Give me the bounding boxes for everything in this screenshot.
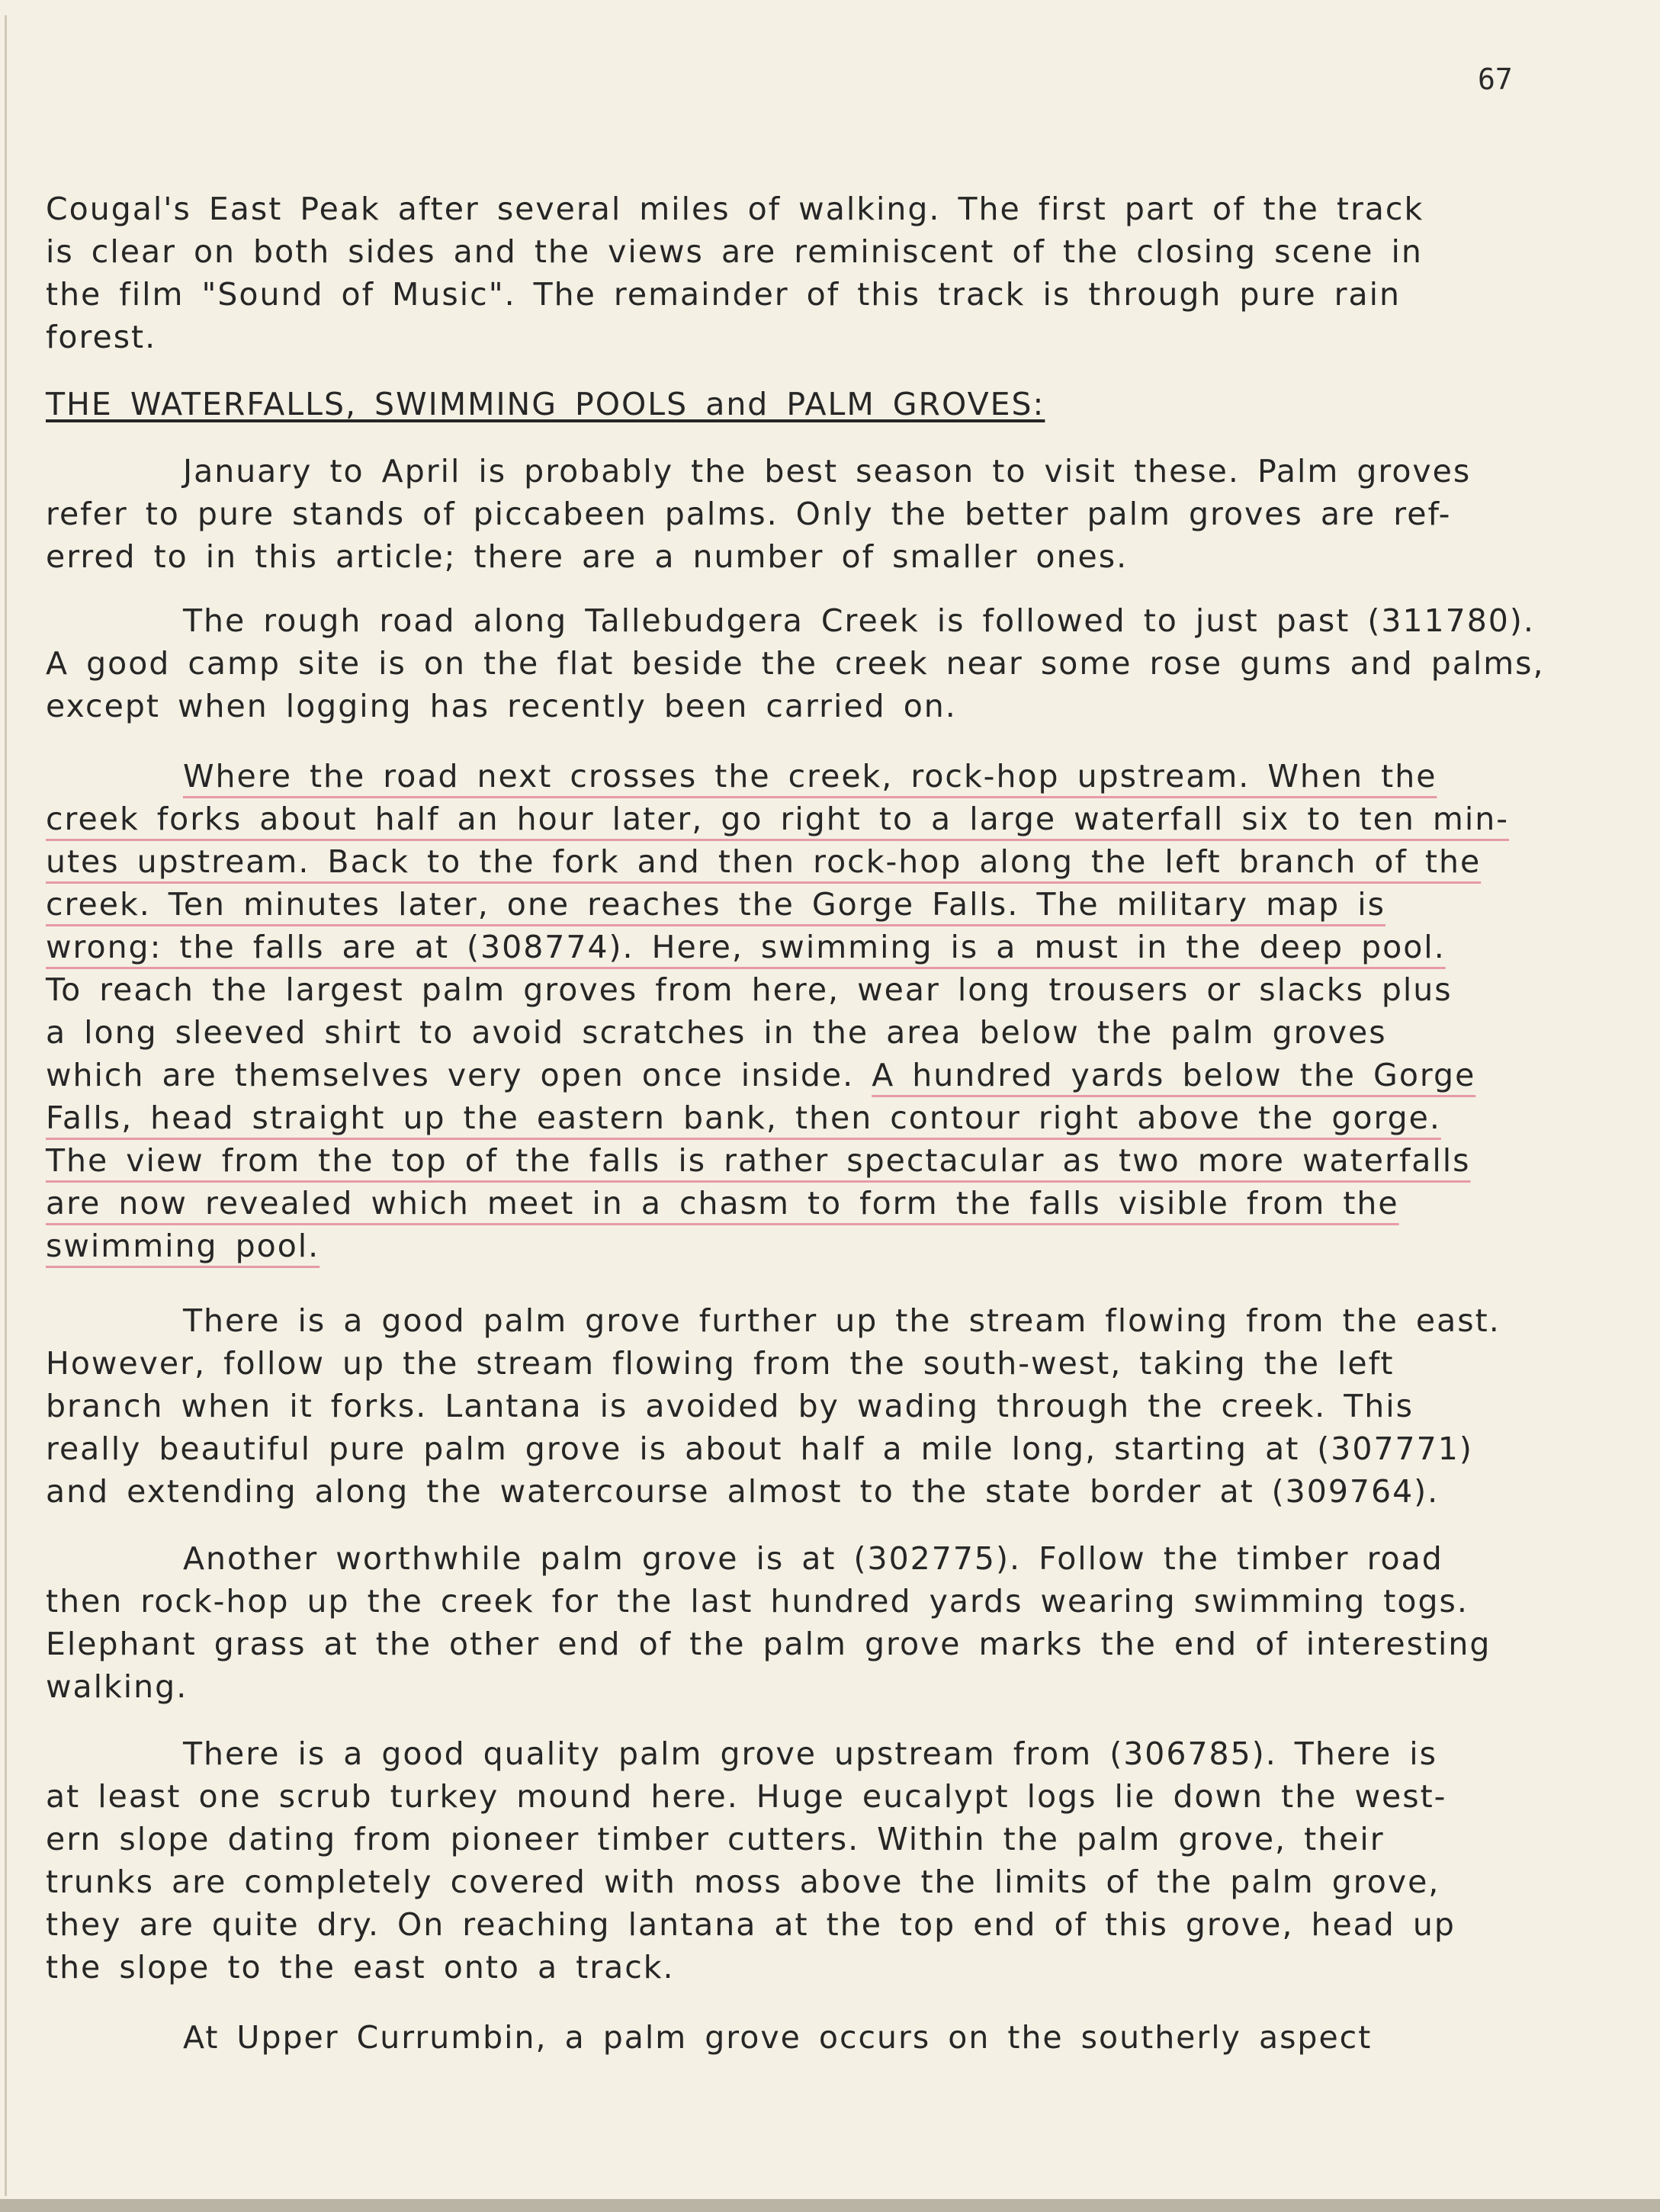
paragraph-quality-grove (46, 1732, 1617, 1989)
text-line-part: which are themselves very open once inside. (46, 1057, 872, 1093)
text-line: wrong: the falls are at (308774). Here, swimming is a must in the deep pool. (46, 929, 1446, 965)
text-line: Where the road next crosses the creek, rock-hop upstream. When the (183, 758, 1437, 795)
text-line: Falls, head straight up the eastern bank, then contour right above the gorge. (46, 1100, 1441, 1136)
paragraph-continuation (46, 188, 1617, 358)
text-line: The rough road along Tallebudgera Creek is followed to just past (311780). (183, 602, 1535, 639)
text-line: creek. Ten minutes later, one reaches the Gorge Falls. The military map is (46, 886, 1385, 923)
paragraph-upper-currumbin (46, 2016, 1617, 2059)
paragraph-rough-road (46, 599, 1617, 727)
text-line: except when logging has recently been carried on. (46, 688, 957, 724)
text-line: they are quite dry. On reaching lantana at the top end of this grove, head up (46, 1906, 1456, 1943)
paragraph-season (46, 450, 1617, 578)
text-line: There is a good quality palm grove upstream from (306785). There is (183, 1735, 1438, 1772)
paragraph-timber-road (46, 1537, 1617, 1708)
text-line: walking. (46, 1668, 188, 1705)
text-line: Another worthwhile palm grove is at (302775). Follow the timber road (183, 1540, 1443, 1577)
text-line: However, follow up the stream flowing from the south-west, taking the left (46, 1345, 1395, 1382)
text-line: Elephant grass at the other end of the palm grove marks the end of interesting (46, 1626, 1491, 1662)
text-line: refer to pure stands of piccabeen palms. Only the better palm groves are ref- (46, 496, 1452, 532)
text-line: the slope to the east onto a track. (46, 1949, 675, 1986)
text-line: forest. (46, 319, 157, 355)
section-heading: THE WATERFALLS, SWIMMING POOLS and PALM GROVES: (46, 386, 1045, 422)
text-line: trunks are completely covered with moss above the limits of the palm grove, (46, 1864, 1440, 1900)
highlighted-text: A hundred yards below the Gorge (872, 1057, 1476, 1093)
text-line: ern slope dating from pioneer timber cutters. Within the palm grove, their (46, 1821, 1385, 1857)
text-line: then rock-hop up the creek for the last hundred yards wearing swimming togs. (46, 1583, 1469, 1620)
paragraph-south-west-stream (46, 1299, 1617, 1513)
text-line: at least one scrub turkey mound here. Huge eucalypt logs lie down the west- (46, 1778, 1447, 1815)
text-line: The view from the top of the falls is rather spectacular as two more waterfalls (46, 1142, 1471, 1179)
text-line: erred to in this article; there are a number of smaller ones. (46, 538, 1129, 575)
text-line: January to April is probably the best season to visit these. Palm groves (183, 453, 1472, 490)
text-line: is clear on both sides and the views are reminiscent of the closing scene in (46, 233, 1423, 270)
page-left-edge (5, 15, 7, 2196)
page-number: 67 (1478, 63, 1513, 96)
text-line: Cougal's East Peak after several miles of walking. The first part of the track (46, 191, 1424, 227)
text-line: To reach the largest palm groves from here, wear long trousers or slacks plus (46, 971, 1453, 1008)
text-line: A good camp site is on the flat beside the creek near some rose gums and palms, (46, 645, 1545, 682)
paragraph-gorge-falls (46, 755, 1617, 1267)
text-line: really beautiful pure palm grove is about half a mile long, starting at (307771) (46, 1430, 1473, 1467)
text-line: a long sleeved shirt to avoid scratches in the area below the palm groves (46, 1014, 1387, 1051)
text-line: utes upstream. Back to the fork and then rock-hop along the left branch of the (46, 843, 1482, 880)
text-line: are now revealed which meet in a chasm to form the falls visible from the (46, 1185, 1399, 1222)
text-line: There is a good palm grove further up the stream flowing from the east. (183, 1302, 1501, 1339)
page-bottom-edge (0, 2199, 1660, 2212)
text-line: At Upper Currumbin, a palm grove occurs on the southerly aspect (183, 2019, 1373, 2056)
section-heading-block (46, 383, 1617, 425)
text-line: and extending along the watercourse almost to the state border at (309764). (46, 1473, 1440, 1510)
text-line: branch when it forks. Lantana is avoided by wading through the creek. This (46, 1388, 1414, 1424)
text-line: swimming pool. (46, 1228, 320, 1264)
text-line: the film "Sound of Music". The remainder of this track is through pure rain (46, 276, 1401, 313)
text-line: creek forks about half an hour later, go right to a large waterfall six to ten min- (46, 801, 1510, 837)
